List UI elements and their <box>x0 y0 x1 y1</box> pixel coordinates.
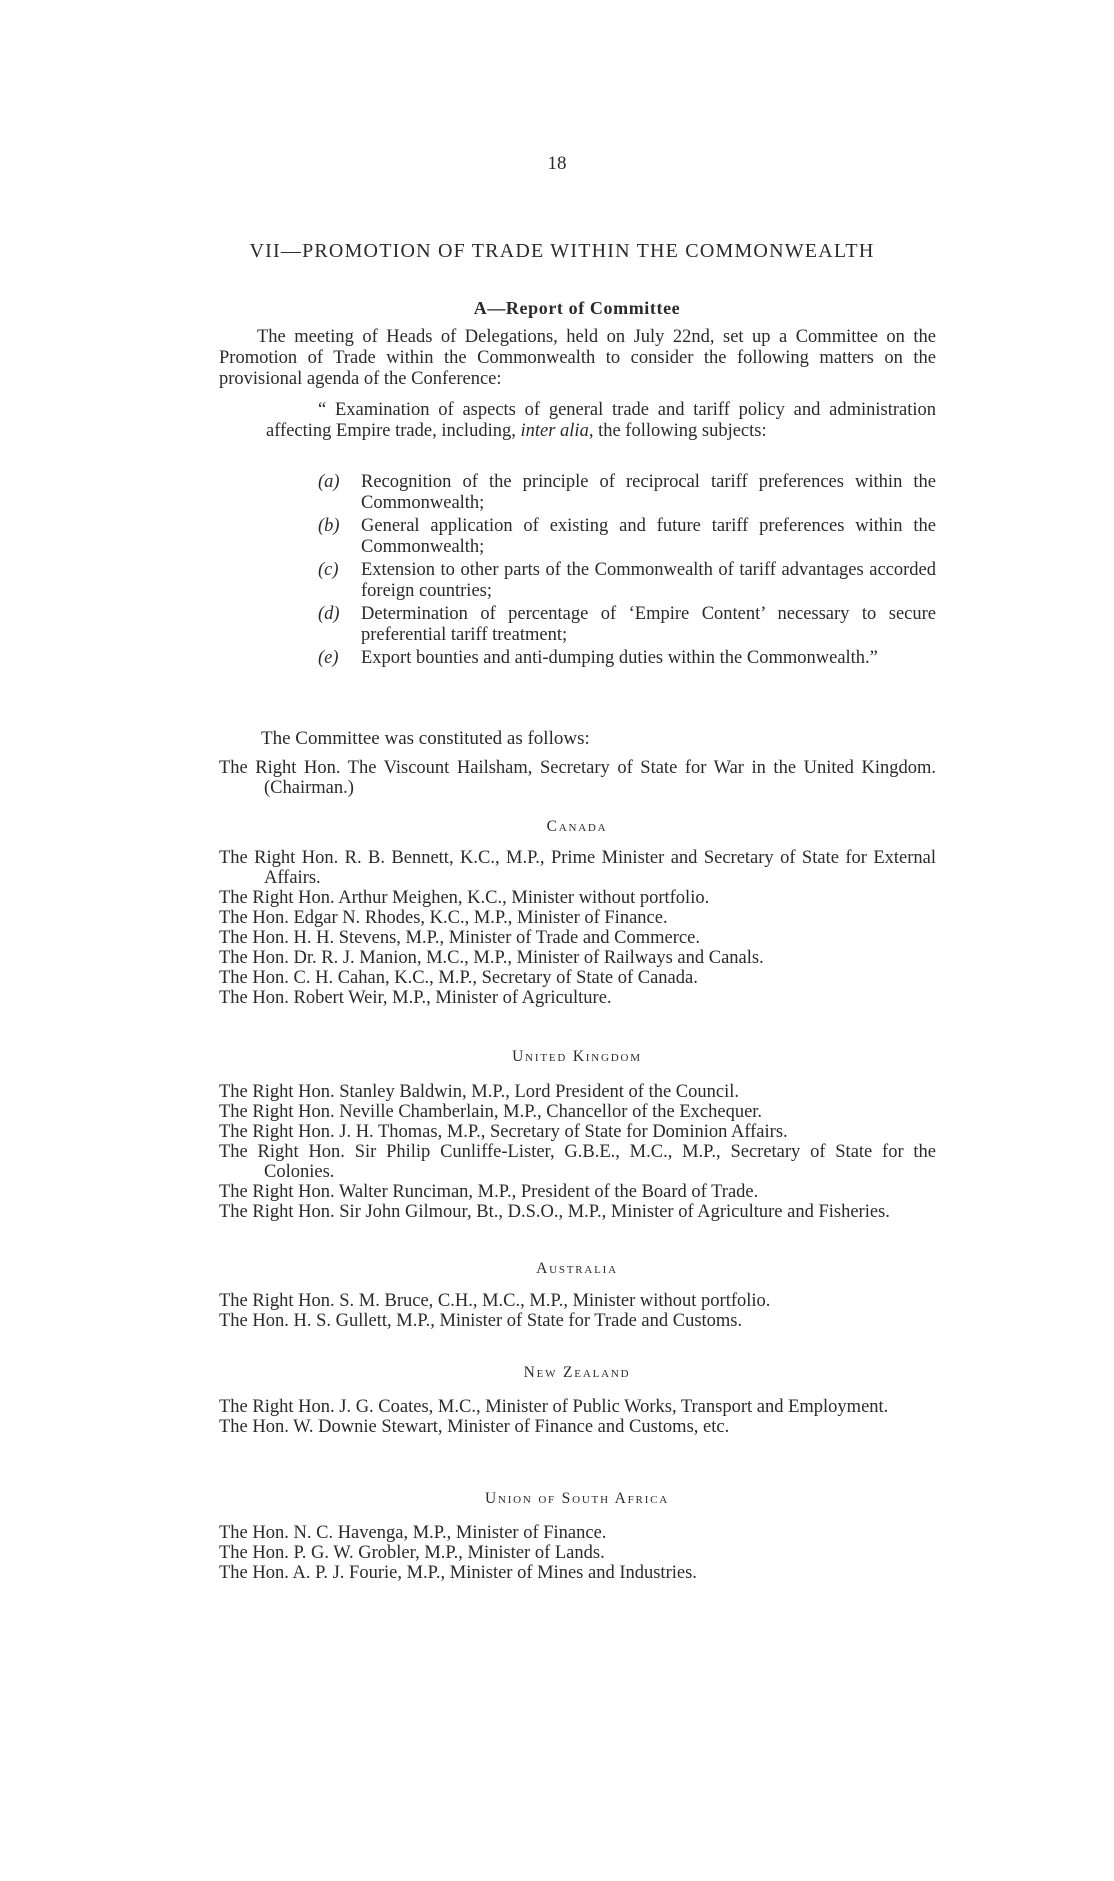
member-entry: The Right Hon. Sir Philip Cunliffe-Lister, G.B.E., M.C., M.P., Secretary of State for the Colonies. <box>219 1142 936 1182</box>
quote-text-before: “ Examination of aspects of general trade and tariff policy and administration affecting Empire trade, including, <box>266 400 936 441</box>
member-entry: The Right Hon. S. M. Bruce, C.H., M.C., M.P., Minister without portfolio. <box>219 1291 771 1311</box>
chairman-entry <box>219 758 936 798</box>
country-heading-australia: Australia <box>536 1260 618 1277</box>
item-text: General application of existing and future tariff preferences within the Commonwealth; <box>361 516 936 557</box>
agenda-quote <box>266 400 936 442</box>
item-marker: (d) <box>318 604 340 624</box>
item-text: Determination of percentage of ‘Empire Content’ necessary to secure preferential tariff treatment; <box>361 604 936 645</box>
member-entry: The Hon. Dr. R. J. Manion, M.C., M.P., Minister of Railways and Canals. <box>219 948 764 968</box>
members-list-canada <box>219 848 936 1008</box>
report-subheading: A—Report of Committee <box>473 298 681 318</box>
country-heading-canada: Canada <box>546 818 608 835</box>
member-entry: The Right Hon. Walter Runciman, M.P., President of the Board of Trade. <box>219 1182 759 1202</box>
agenda-items-list <box>318 472 936 671</box>
member-entry: The Hon. C. H. Cahan, K.C., M.P., Secretary of State of Canada. <box>219 968 698 988</box>
item-text: Export bounties and anti-dumping duties within the Commonwealth.” <box>361 648 878 668</box>
country-heading-new-zealand: New Zealand <box>523 1364 631 1381</box>
section-title: VII—PROMOTION OF TRADE WITHIN THE COMMONWEALTH <box>249 240 875 262</box>
item-marker: (b) <box>318 516 340 536</box>
member-entry: The Right Hon. J. G. Coates, M.C., Minister of Public Works, Transport and Employment. <box>219 1397 889 1417</box>
members-list-united-kingdom <box>219 1082 936 1222</box>
item-text: Recognition of the principle of reciprocal tariff preferences within the Commonwealth; <box>361 472 936 513</box>
members-list-new-zealand <box>219 1397 936 1437</box>
item-marker: (a) <box>318 472 340 492</box>
intro-paragraph: The meeting of Heads of Delegations, held on July 22nd, set up a Committee on the Promotion of Trade within the Commonwealth to consider the following matters on the provisional agenda of the Conference: <box>219 327 936 389</box>
member-entry: The Hon. W. Downie Stewart, Minister of Finance and Customs, etc. <box>219 1417 730 1437</box>
country-heading-united-kingdom: United Kingdom <box>512 1048 642 1065</box>
member-entry: The Right Hon. The Viscount Hailsham, Secretary of State for War in the United Kingdom. (Chairman.) <box>219 758 936 798</box>
page-number: 18 <box>547 153 567 174</box>
agenda-item <box>318 516 936 558</box>
member-entry: The Hon. Edgar N. Rhodes, K.C., M.P., Minister of Finance. <box>219 908 668 928</box>
agenda-item <box>318 648 936 669</box>
agenda-item <box>318 472 936 514</box>
members-list-south-africa <box>219 1523 936 1583</box>
member-entry: The Right Hon. R. B. Bennett, K.C., M.P., Prime Minister and Secretary of State for External Affairs. <box>219 848 936 888</box>
member-entry: The Right Hon. Stanley Baldwin, M.P., Lord President of the Council. <box>219 1082 740 1102</box>
item-marker: (e) <box>318 648 339 668</box>
agenda-item <box>318 604 936 646</box>
member-entry: The Hon. H. H. Stevens, M.P., Minister of Trade and Commerce. <box>219 928 700 948</box>
member-entry: The Hon. P. G. W. Grobler, M.P., Minister of Lands. <box>219 1543 605 1563</box>
members-list-australia <box>219 1291 936 1331</box>
agenda-item <box>318 560 936 602</box>
member-entry: The Right Hon. Neville Chamberlain, M.P., Chancellor of the Exchequer. <box>219 1102 763 1122</box>
member-entry: The Hon. Robert Weir, M.P., Minister of Agriculture. <box>219 988 612 1008</box>
member-entry: The Right Hon. J. H. Thomas, M.P., Secretary of State for Dominion Affairs. <box>219 1122 788 1142</box>
member-entry: The Right Hon. Sir John Gilmour, Bt., D.S.O., M.P., Minister of Agriculture and Fisheries. <box>219 1202 890 1222</box>
item-text: Extension to other parts of the Commonwealth of tariff advantages accorded foreign countries; <box>361 560 936 601</box>
quote-italic-phrase: inter alia, <box>520 421 594 441</box>
quote-text-after: the following subjects: <box>598 421 767 441</box>
member-entry: The Right Hon. Arthur Meighen, K.C., Minister without portfolio. <box>219 888 710 908</box>
committee-constituted-line: The Committee was constituted as follows: <box>261 728 590 749</box>
member-entry: The Hon. N. C. Havenga, M.P., Minister of Finance. <box>219 1523 607 1543</box>
member-entry: The Hon. H. S. Gullett, M.P., Minister of State for Trade and Customs. <box>219 1311 743 1331</box>
member-entry: The Hon. A. P. J. Fourie, M.P., Minister of Mines and Industries. <box>219 1563 697 1583</box>
country-heading-south-africa: Union of South Africa <box>484 1490 670 1507</box>
item-marker: (c) <box>318 560 339 580</box>
